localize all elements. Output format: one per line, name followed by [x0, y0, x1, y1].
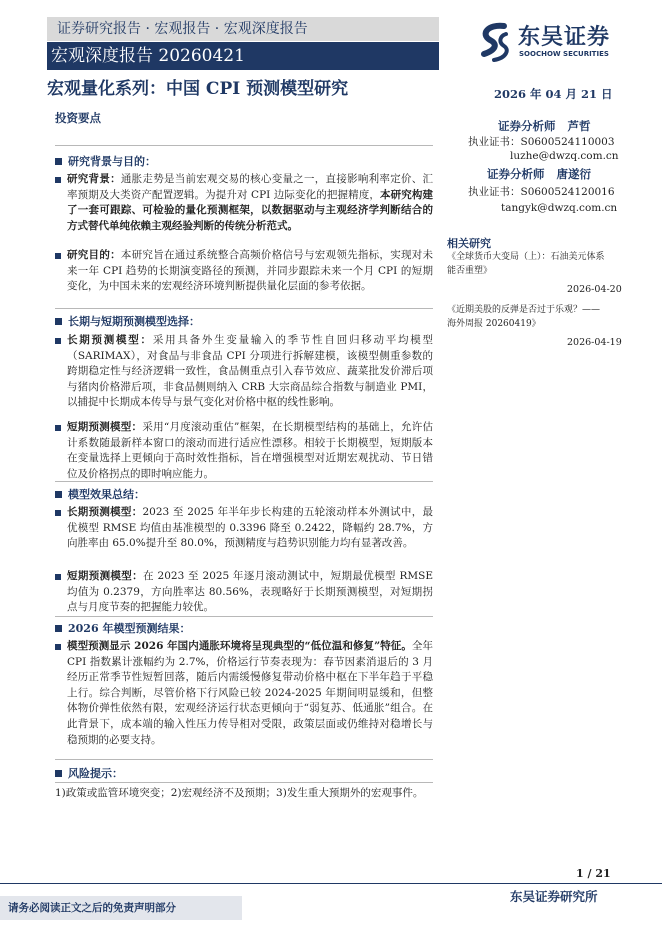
para-text: 采用具备外生变量输入的季节性自回归移动平均模型（SARIMAX），对食品与非食品 CPI 分项进行拆解建模，该模型侧重参数的跨期稳定性与经济逻辑一致性，食品侧重点引入春节效应、蔬菜批发价滞后项与猪肉价格滞后项，非食品侧则纳入 CRB 大宗商品综合指数与制造业 PMI，以捕捉中长期成本传导与景气变化对价格中枢的线性影响。: [67, 334, 434, 409]
analyst-2-role-line: [487, 166, 591, 182]
section-divider: [55, 759, 433, 760]
para-bold-text: 本研究构建了一套可跟踪、可检验的量化预测框架，以数据驱动与主观经济学判断结合的方式替代单纯依赖主观经验判断的传统分析范式。: [67, 188, 434, 232]
para-long-effect: [55, 505, 433, 552]
square-bullet-icon: [55, 510, 61, 516]
para-forecast: [55, 639, 433, 748]
para-text: 采用“月度滚动重估”框架，在长期模型结构的基础上，允许估计系数随最新样本窗口的滚动而进行适应性漂移。相较于长期模型，短期版本在变量选择上更倾向于高时效性指标，旨在增强模型对近期宏观扰动、节日错位及价格拐点的即时响应能力。: [67, 421, 433, 480]
section-heading-text: 模型效果总结：: [68, 488, 145, 501]
section-divider: [55, 616, 433, 617]
para-purpose: [55, 248, 433, 295]
footer-rule: [0, 883, 662, 884]
para-label: 研究目的：: [67, 249, 121, 261]
highlights-label: 投资要点: [55, 111, 101, 125]
square-bullet-icon: [55, 644, 61, 650]
brand-name-en: SOOCHOW SECURITIES: [519, 50, 609, 58]
para-text: 2023 至 2025 年半年步长构建的五轮滚动样本外测试中，最优模型 RMSE 均值由基准模型的 0.3396 降至 0.2422，降幅约 28.7%，方向胜率由 65.0%提升至 80.0%，预测精度与趋势识别能力均有显著改善。: [67, 506, 433, 550]
page-number: 1 / 21: [576, 867, 611, 880]
section-heading-background: [55, 153, 156, 169]
section-heading-text: 研究背景与目的：: [68, 155, 156, 168]
section-heading-text: 长期与短期预测模型选择：: [68, 315, 200, 328]
para-bold-text: 模型预测显示 2026 年国内通胀环境将呈现典型的“低位温和修复”特征。: [67, 640, 412, 652]
para-text: 在 2023 至 2025 年逐月滚动测试中，短期最优模型 RMSE 均值为 0.2379，方向胜率达 80.56%，表现略好于长期预测模型，对短期拐点与月度节奏的把握能力较优。: [67, 570, 433, 614]
square-bullet-icon: [55, 158, 62, 165]
square-bullet-icon: [55, 338, 61, 344]
disclaimer-banner[interactable]: 请务必阅读正文之后的免责声明部分: [0, 896, 242, 920]
section-divider: [55, 145, 433, 146]
para-label: 长期预测模型：: [67, 334, 153, 346]
para-long-model: [55, 333, 433, 411]
related-item-1-date: 2026-04-20: [567, 284, 622, 295]
analyst-2-license: 执业证书：S0600524120016: [468, 186, 615, 198]
report-date: 2026 年 04 月 21 日: [494, 87, 613, 101]
analyst-1-name: 芦哲: [567, 119, 591, 133]
related-item-2[interactable]: 《近期美股的反弹是否过于乐观？——海外周报 20260419》: [447, 305, 601, 329]
para-short-effect: [55, 569, 433, 616]
para-label: 短期预测模型：: [67, 421, 143, 433]
square-bullet-icon: [55, 425, 61, 431]
brand-logo: [476, 20, 646, 66]
footer-institute: 东吴证券研究所: [510, 889, 598, 904]
report-title: 宏观量化系列：中国 CPI 预测模型研究: [47, 79, 349, 99]
section-divider: [55, 308, 433, 309]
doc-type-banner: 宏观深度报告 20260421: [47, 42, 439, 70]
section-divider: [55, 481, 433, 482]
section-heading-risk: [55, 765, 123, 781]
square-bullet-icon: [55, 574, 61, 580]
analyst-1-license: 执业证书：S0600524110003: [468, 136, 615, 148]
square-bullet-icon: [55, 625, 62, 632]
section-heading-effect: [55, 486, 145, 502]
square-bullet-icon: [55, 491, 62, 498]
risk-text: 1)政策或监管环境突变；2)宏观经济不及预期；3)发生重大预期外的宏观事件。: [55, 787, 424, 799]
soochow-logo-icon: [476, 22, 512, 62]
para-label: 研究背景：: [67, 173, 121, 185]
related-item-1[interactable]: 《全球货币大变局（上）：石油美元体系能否重塑》: [447, 252, 605, 276]
related-item-2-date: 2026-04-19: [567, 337, 622, 348]
analyst-1-role-line: [498, 118, 591, 134]
analyst-2-role: 证券分析师: [487, 167, 545, 181]
related-research-title: 相关研究: [447, 237, 491, 250]
section-heading-forecast: [55, 620, 190, 636]
analyst-1-role: 证券分析师: [498, 119, 556, 133]
analyst-2-email[interactable]: tangyk@dwzq.com.cn: [501, 202, 618, 214]
section-heading-text: 2026 年模型预测结果：: [68, 622, 191, 635]
para-text: 本研究旨在通过系统整合高频价格信号与宏观领先指标，实现对未来一年 CPI 趋势的长期演变路径的预测，并同步跟踪未来一个月 CPI 的短期变化，为中国未来的宏观经济环境判断提供量化层面的参考依据。: [67, 249, 434, 293]
para-label: 短期预测模型：: [67, 570, 143, 582]
para-label: 长期预测模型：: [67, 506, 143, 518]
para-background: [55, 172, 433, 234]
para-text: 全年 CPI 指数累计涨幅约为 2.7%，价格运行节奏表现为：春节因素消退后的 3 月经历正常季节性短暂回落，随后内需缓慢修复带动价格中枢在下半年趋于平稳上行。综合判断，尽管价格下行风险已较 2024-2025 年期间明显缓和，但整体物价弹性依然有限，宏观经济运行状态更倾向于“弱复苏、低通胀”组合。在此背景下，成本端的输入性压力传导相对受限，政策层面或仍维持对稳增长与稳预期的必要支持。: [67, 640, 433, 746]
section-divider: [55, 782, 433, 783]
section-heading-text: 风险提示：: [68, 767, 123, 780]
para-short-model: [55, 420, 433, 482]
square-bullet-icon: [55, 770, 62, 777]
para-text: 通胀走势是当前宏观交易的核心变量之一，直接影响利率定价、汇率预期及大类资产配置逻辑。为提升对 CPI 边际变化的把握精度，: [67, 173, 434, 201]
square-bullet-icon: [55, 177, 61, 183]
section-heading-models: [55, 313, 200, 329]
breadcrumb: 证券研究报告 · 宏观报告 · 宏观深度报告: [47, 17, 439, 41]
analyst-1-email[interactable]: luzhe@dwzq.com.cn: [510, 150, 619, 162]
analyst-2-name: 唐遂衍: [556, 167, 592, 181]
brand-name-cn: 东吴证券: [518, 25, 611, 50]
square-bullet-icon: [55, 318, 62, 325]
square-bullet-icon: [55, 253, 61, 259]
